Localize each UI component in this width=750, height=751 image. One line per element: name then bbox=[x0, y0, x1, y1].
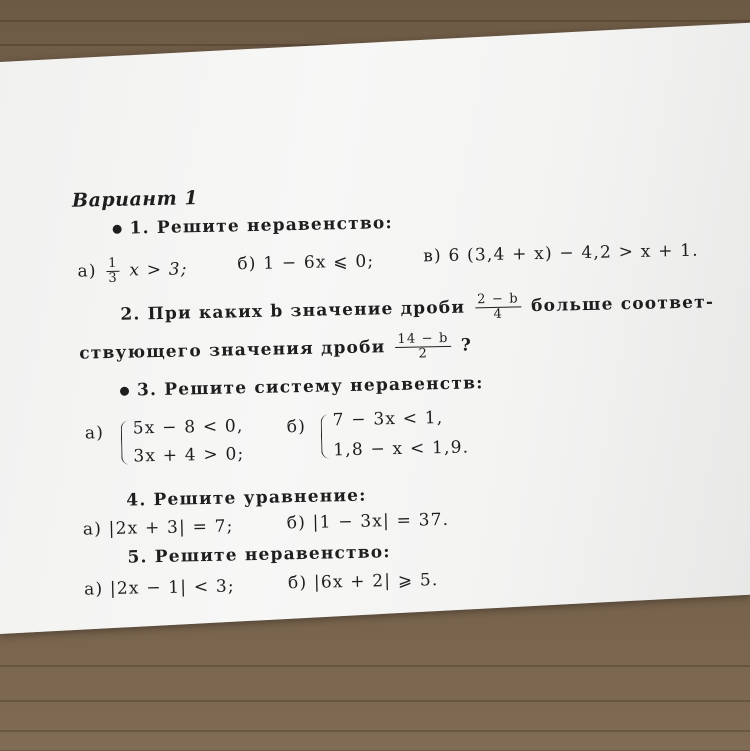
task4-item-a: а) |2x + 3| = 7; bbox=[82, 516, 234, 540]
task1-item-c: в) 6 (3,4 + x) − 4,2 > x + 1. bbox=[423, 240, 699, 267]
task4-item-b: б) |1 − 3x| = 37. bbox=[286, 509, 450, 534]
task5-heading: 5. Решите неравенство: bbox=[127, 542, 392, 568]
variant-title: Вариант 1 bbox=[71, 187, 199, 212]
task3-a-line2: 3x + 4 > 0; bbox=[133, 444, 245, 467]
system-brace bbox=[121, 421, 131, 465]
bullet-icon bbox=[113, 225, 122, 234]
fraction: $\frac{2 - b}{4}$ bbox=[475, 292, 521, 322]
task3-a-line1: 5x − 8 < 0, bbox=[132, 416, 244, 439]
task3-b-line1: 7 − 3x < 1, bbox=[332, 408, 444, 431]
fraction: $\frac{1}{3}$ bbox=[107, 255, 119, 287]
task2-line1: 2. При каких b значение дроби $\frac{2 - b}{4}$ больше соответ- bbox=[120, 291, 715, 325]
task3-b-line2: 1,8 − x < 1,9. bbox=[333, 437, 470, 461]
task1-item-a: а) $\frac{1}{3}$ x > 3; bbox=[77, 255, 188, 287]
task1-heading: 1. Решите неравенство: bbox=[112, 213, 393, 239]
task1-item-b: б) 1 − 6x ⩽ 0; bbox=[237, 251, 375, 275]
bullet-icon bbox=[120, 387, 129, 396]
task3-a-label: а) bbox=[84, 423, 105, 444]
task4-heading: 4. Решите уравнение: bbox=[126, 485, 367, 511]
fraction: $\frac{14 - b}{2}$ bbox=[395, 332, 451, 362]
task3-heading: 3. Решите систему неравенств: bbox=[120, 373, 484, 401]
task5-item-b: б) |6x + 2| ⩾ 5. bbox=[287, 570, 439, 594]
task2-line2: ствующего значения дроби $\frac{14 - b}{2}$ ? bbox=[79, 330, 473, 364]
task5-item-a: а) |2x − 1| < 3; bbox=[83, 576, 236, 600]
system-brace bbox=[321, 414, 331, 458]
task3-b-label: б) bbox=[286, 416, 307, 438]
